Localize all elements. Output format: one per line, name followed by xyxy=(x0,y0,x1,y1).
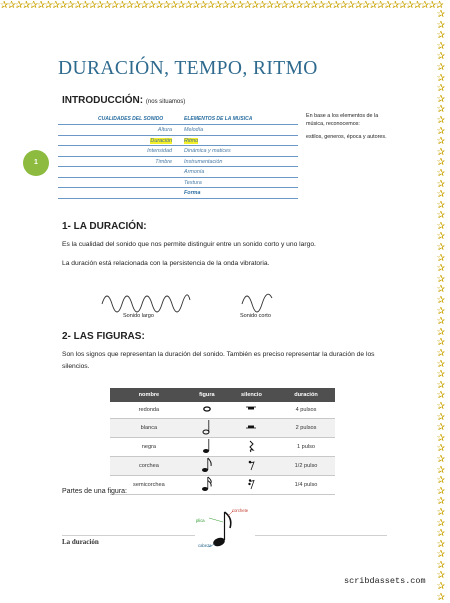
quarter-rest-icon xyxy=(226,437,277,456)
intro-heading xyxy=(62,95,185,106)
eighth-rest-icon xyxy=(226,456,277,475)
section1-heading: 1- LA DURACIÓN: xyxy=(62,221,147,232)
quality-cell: Intensidad xyxy=(147,148,172,154)
element-cell: Armonía xyxy=(184,169,205,175)
element-cell: Instrumentación xyxy=(184,158,223,165)
figures-table-header xyxy=(110,388,335,402)
intro-heading-text: INTRODUCCIÓN: xyxy=(62,95,144,106)
element-cell: Forma xyxy=(184,190,201,196)
cabeza-label: cabeza xyxy=(198,543,212,548)
star-border-top: ✰✰✰✰✰✰✰✰✰✰✰✰✰✰✰✰✰✰✰✰✰✰✰✰✰✰✰✰✰✰✰✰✰✰✰✰✰✰✰✰✰✰✰✰✰✰✰✰✰✰✰✰✰✰✰✰✰✰✰✰ xyxy=(0,0,443,11)
qualities-table-header xyxy=(58,114,298,125)
corchete-label: corchete xyxy=(232,508,249,513)
figure-name: blanca xyxy=(110,418,188,437)
element-cell: Melodía xyxy=(184,127,204,133)
table-row xyxy=(110,437,335,456)
element-cell xyxy=(178,136,298,146)
side-note-line: En base a los elementos de la música, reconocemos: xyxy=(306,113,379,127)
watermark: scribdassets.com xyxy=(344,576,426,586)
half-note-icon xyxy=(188,418,226,437)
table-row xyxy=(58,136,298,147)
long-sound-label: Sonido largo xyxy=(123,313,154,319)
side-note xyxy=(306,113,398,148)
figure-duration: 2 pulsos xyxy=(277,418,335,437)
header-name: nombre xyxy=(110,388,188,402)
quality-cell: Altura xyxy=(157,127,172,133)
long-sound-wave xyxy=(100,288,192,314)
header-figure: figura xyxy=(188,388,226,402)
figure-duration: 1/2 pulso xyxy=(277,456,335,475)
table-row xyxy=(58,125,298,136)
eighth-note-icon xyxy=(188,456,226,475)
table-row xyxy=(58,146,298,157)
figures-table xyxy=(110,388,335,495)
header-rest: silencio xyxy=(226,388,277,402)
short-sound-wave xyxy=(240,288,276,314)
table-row xyxy=(110,402,335,418)
quality-cell xyxy=(58,167,178,177)
intro-subheading: (nos situamos) xyxy=(145,99,186,105)
header-qualities: CUALIDADES DEL SONIDO xyxy=(98,116,164,122)
figure-duration: 4 pulsos xyxy=(277,402,335,418)
quality-cell: Timbre xyxy=(155,158,172,165)
quality-cell xyxy=(58,136,178,146)
element-cell: Textura xyxy=(184,179,202,186)
qualities-table xyxy=(58,114,298,199)
quality-cell xyxy=(58,188,178,198)
star-border-right: ✰✰✰✰✰✰✰✰✰✰✰✰✰✰✰✰✰✰✰✰✰✰✰✰✰✰✰✰✰✰✰✰✰✰✰✰✰✰✰✰✰✰✰✰✰✰✰✰✰✰✰✰✰✰✰✰ xyxy=(436,9,446,603)
figure-name: semicorchea xyxy=(110,475,188,494)
highlighted-quality: Duración xyxy=(150,137,172,144)
header-duration: duración xyxy=(277,388,335,402)
half-rest-icon xyxy=(226,418,277,437)
quarter-note-icon xyxy=(188,437,226,456)
table-row xyxy=(110,456,335,475)
whole-note-icon xyxy=(188,402,226,418)
quality-cell xyxy=(58,178,178,188)
side-note-line: estilos, generos, época y autores. xyxy=(306,134,387,140)
plica-label: plica xyxy=(196,518,205,523)
header-elements: ELEMENTOS DE LA MUSICA xyxy=(184,116,253,122)
sixteenth-note-icon xyxy=(188,475,226,494)
whole-rest-icon xyxy=(226,402,277,418)
figure-name: corchea xyxy=(110,456,188,475)
figure-name: redonda xyxy=(110,402,188,418)
figure-duration: 1 pulso xyxy=(277,437,335,456)
section2-heading: 2- LAS FIGURAS: xyxy=(62,331,145,342)
figure-duration: 1/4 pulso xyxy=(277,475,335,494)
table-row xyxy=(110,475,335,494)
short-sound-label: Sonido corto xyxy=(240,313,271,319)
element-cell: Dinámica y matices xyxy=(184,148,231,154)
highlighted-element: Ritmo xyxy=(184,137,199,144)
figure-parts-label: Partes de una figura: xyxy=(62,488,127,495)
section1-paragraph: La duración está relacionada con la persistencia de la onda vibratoria. xyxy=(62,260,270,267)
footer-title: La duración xyxy=(62,538,103,546)
figure-name: negra xyxy=(110,437,188,456)
sixteenth-rest-icon xyxy=(226,475,277,494)
table-row xyxy=(58,157,298,168)
table-row xyxy=(58,188,298,199)
table-row xyxy=(58,178,298,189)
section1-paragraph: Es la cualidad del sonido que nos permite distinguir entre un sonido corto y uno largo. xyxy=(62,241,316,248)
page-title: DURACIÓN, TEMPO, RITMO xyxy=(58,58,318,79)
table-row xyxy=(58,167,298,178)
page-number-badge: 1 xyxy=(23,150,49,176)
table-row xyxy=(110,418,335,437)
section2-paragraph: Son los signos que representan la duración del sonido. También es preciso representar la duración de los silencios. xyxy=(62,351,375,370)
